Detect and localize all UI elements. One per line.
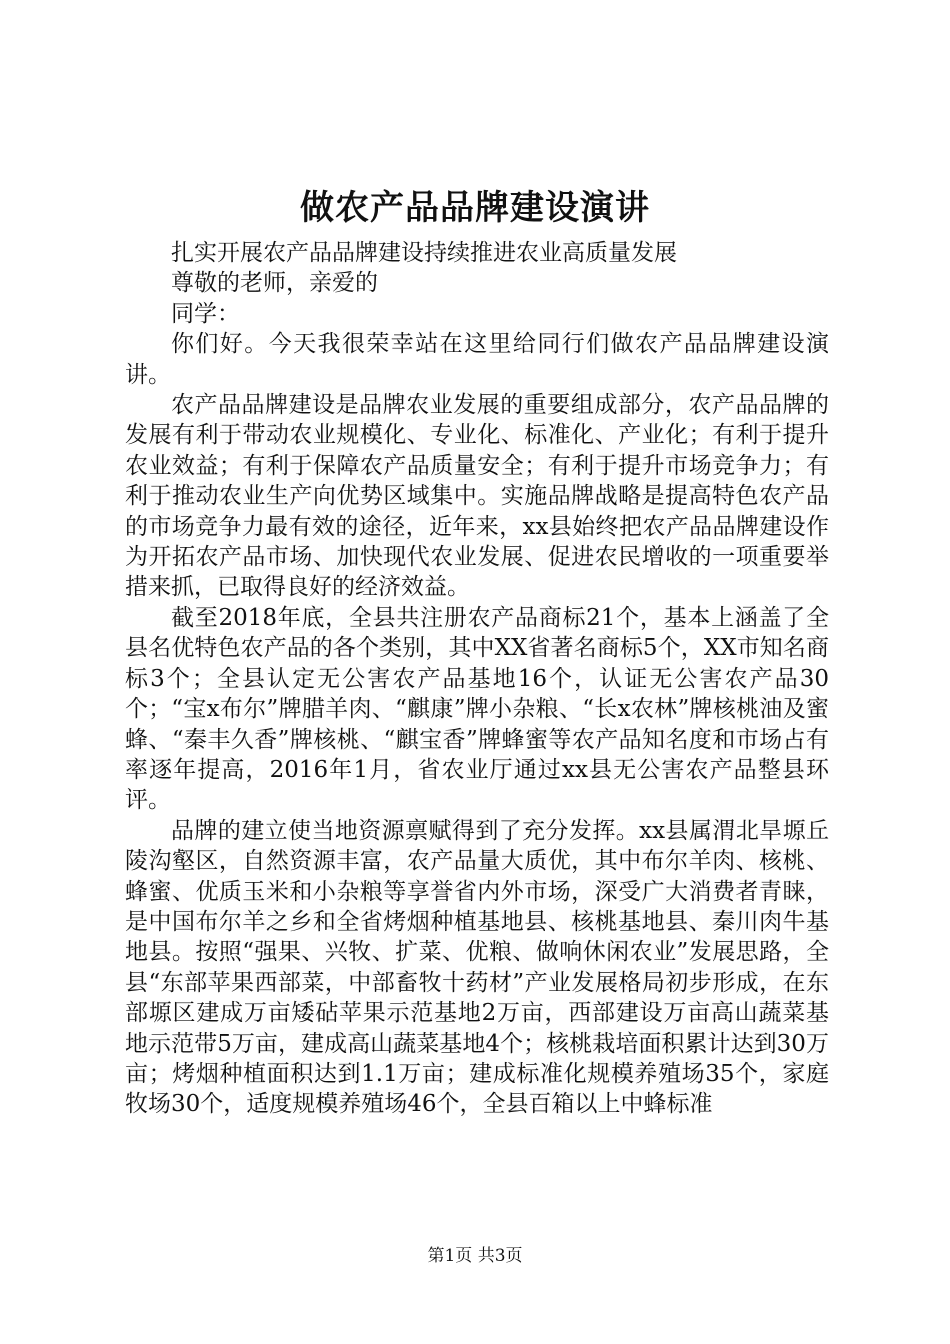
document-body [125, 238, 829, 1120]
body-paragraph: 品牌的建立使当地资源禀赋得到了充分发挥。xx县属渭北旱塬丘陵沟壑区，自然资源丰富，农产品量大质优，其中布尔羊肉、核桃、蜂蜜、优质玉米和小杂粮等享誉省内外市场，深受广大消费者青睐，是中国布尔羊之乡和全省烤烟种植基地县、核桃基地县、秦川肉牛基地县。按照“强果、兴牧、扩菜、优粮、做响休闲农业”发展思路，全县“东部苹果西部菜，中部畜牧十药材”产业发展格局初步形成，在东部塬区建成万亩矮砧苹果示范基地2万亩，西部建设万亩高山蔬菜基地示范带5万亩，建成高山蔬菜基地4个；核桃栽培面积累计达到30万亩；烤烟种植面积达到1.1万亩；建成标准化规模养殖场35个，家庭牧场30个，适度规模养殖场46个，全县百箱以上中蜂标准 [125, 817, 829, 1118]
salutation-paragraph: 尊敬的老师，亲爱的 [171, 270, 378, 297]
page-footer: 第1页 共3页 [427, 1246, 523, 1266]
body-paragraph: 截至2018年底，全县共注册农产品商标21个，基本上涵盖了全县名优特色农产品的各个类别，其中XX省著名商标5个，XX市知名商标3个；全县认定无公害农产品基地16个，认证无公害农产品30个；“宝x布尔”牌腊羊肉、“麒康”牌小杂粮、“长x农林”牌核桃油及蜜蜂、“秦丰久香”牌核桃、“麒宝香”牌蜂蜜等农产品知名度和市场占有率逐年提高，2016年1月，省农业厅通过xx县无公害农产品整县环评。 [125, 604, 829, 814]
document-title: 做农产品品牌建设演讲 [300, 188, 650, 228]
greeting-paragraph: 你们好。今天我很荣幸站在这里给同行们做农产品品牌建设演讲。 [125, 331, 829, 388]
body-paragraph: 农产品品牌建设是品牌农业发展的重要组成部分，农产品品牌的发展有利于带动农业规模化、专业化、标准化、产业化；有利于提升农业效益；有利于保障农产品质量安全；有利于提升市场竞争力；有利于推动农业生产向优势区域集中。实施品牌战略是提高特色农产品的市场竞争力最有效的途径，近年来，xx县始终把农产品品牌建设作为开拓农产品市场、加快现代农业发展、促进农民增收的一项重要举措来抓，已取得良好的经济效益。 [125, 392, 829, 601]
salutation-continuation: 同学： [171, 300, 240, 327]
subtitle-paragraph: 扎实开展农产品品牌建设持续推进农业高质量发展 [171, 240, 677, 266]
